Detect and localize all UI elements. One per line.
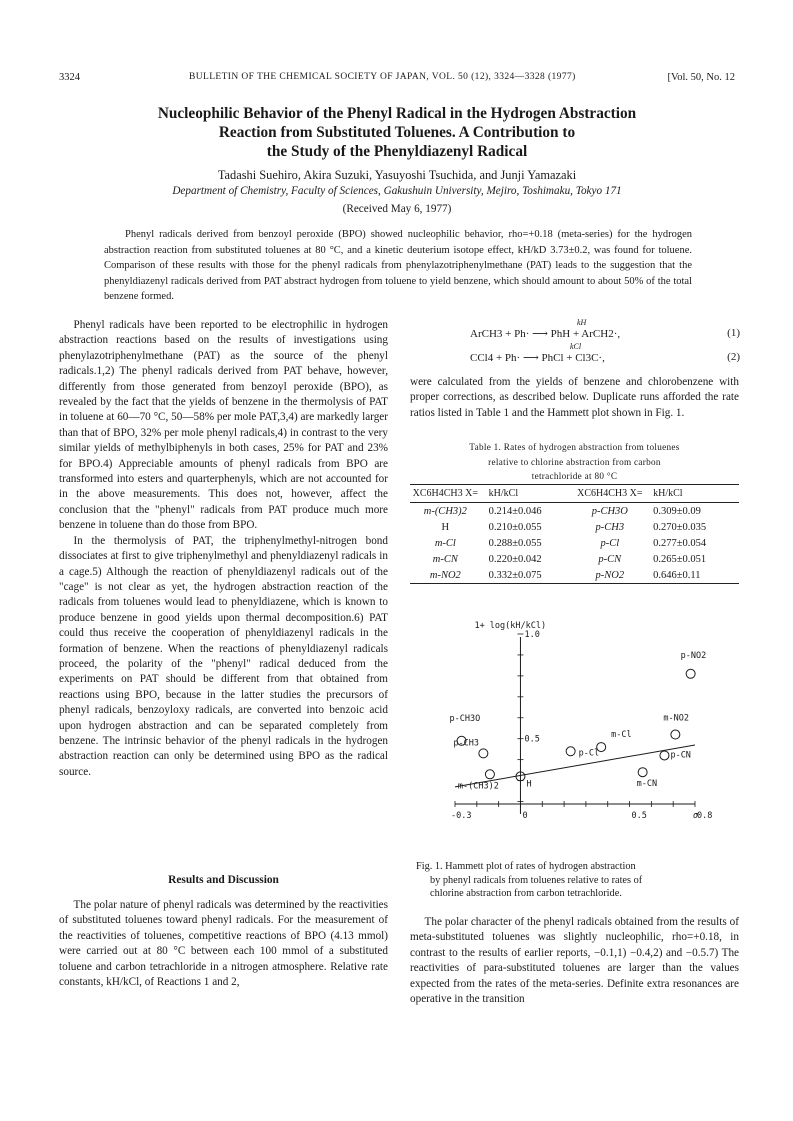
article-title: [60, 104, 734, 161]
data-point: [566, 747, 575, 756]
y-tick-label: 0.5: [524, 734, 540, 745]
table-cell: 0.646±0.11: [645, 567, 739, 584]
table-cell: 0.332±0.075: [481, 567, 575, 584]
point-label: p-Cl: [578, 748, 600, 759]
left-column-body: [59, 318, 388, 780]
table-cell: p-NO2: [574, 567, 645, 584]
table-row: [410, 535, 739, 551]
point-label: m-Cl: [611, 730, 632, 741]
figure-caption-line-3: chlorine abstraction from carbon tetrachloride.: [430, 888, 622, 899]
right-column-discussion: The polar character of the phenyl radicals obtained from the results of meta-substituted toluenes was slightly nucleophilic, rho=+0.18, in contrast to the results of earlier reports, −0.1,1) −0.4,2) and −0.5.7) The reactivities of para-substituted toluenes are larger than the values expected from the rates of the meta-series. Definite extra resonances are operative in the transition: [410, 916, 739, 1006]
figure-caption: [416, 860, 726, 901]
table-cell: m-Cl: [434, 537, 456, 549]
table-caption-line-2: relative to chlorine abstraction from carbon: [488, 456, 661, 467]
point-label: m-(CH3)2: [457, 781, 499, 792]
rates-table: [410, 484, 739, 584]
point-label: p-CN: [670, 750, 691, 761]
title-line-1: Nucleophilic Behavior of the Phenyl Radical in the Hydrogen Abstraction: [157, 105, 637, 122]
table-header-row: [410, 485, 739, 503]
title-line-2: Reaction from Substituted Toluenes. A Contribution to: [218, 124, 576, 141]
affiliation: Department of Chemistry, Faculty of Sciences, Gakushuin University, Mejiro, Toshimaku, Tokyo 171: [172, 185, 622, 197]
table-header-substituent-para: XC6H4CH3 X=: [574, 485, 645, 503]
data-point: [638, 768, 647, 777]
table-cell: 0.270±0.035: [653, 521, 707, 533]
right-column-intro: were calculated from the yields of benzene and chlorobenzene with proper corrections, as described below. Duplicate runs afforded the rate ratios listed in Table 1 and the Hammett plot shown in Fig. 1.: [410, 376, 739, 419]
point-label: p-CH3: [453, 738, 479, 749]
table-cell: p-Cl: [600, 537, 620, 549]
point-label: H: [526, 779, 532, 790]
plot-ticks: [451, 630, 712, 821]
figure-caption-line-1: Fig. 1. Hammett plot of rates of hydrogen abstraction: [416, 861, 636, 872]
volume-label: [Vol. 50, No. 12: [667, 72, 735, 83]
y-axis-label: 1+ log(kH/kCl): [474, 621, 547, 631]
table-cell: 0.214±0.046: [488, 505, 542, 517]
point-label: p-CH3O: [449, 713, 481, 724]
table-row: [410, 519, 739, 535]
x-tick-label: 0: [522, 811, 528, 821]
table-cell: 0.277±0.054: [653, 537, 707, 549]
journal-reference: BULLETIN OF THE CHEMICAL SOCIETY OF JAPAN, VOL. 50 (12), 3324—3328 (1977): [189, 72, 576, 82]
abstract: Phenyl radicals derived from benzoyl peroxide (BPO) showed nucleophilic behavior, rho=+0.18 (meta-series) for the hydrogen abstraction reaction from substituted toluenes at 80 °C, and a kinetic deuterium isotope effect, kH/kD 3.73±0.2, was found for toluene. Comparison of these results with those for the phenyl radicals from phenylazotriphenylmethane (PAT) leads to the suggestion that the phenyldiazenyl radicals derived from PAT abstract hydrogen from toluene to yield benzene, which should amount to about 50% of the total benzene formed.: [104, 229, 692, 302]
equation-2-number: (2): [727, 351, 740, 363]
x-axis-label: σ: [693, 811, 699, 821]
table-header-ratio-para: kH/kCl: [645, 485, 739, 503]
author-list: Tadashi Suehiro, Akira Suzuki, Yasuyoshi Tsuchida, and Junji Yamazaki: [217, 168, 577, 182]
title-line-3: the Study of the Phenyldiazenyl Radical: [266, 143, 528, 160]
table-cell: p-CH3: [595, 521, 625, 533]
equation-2-rate-constant: kCl: [570, 342, 582, 351]
table-cell: m-(CH3)2: [423, 505, 467, 517]
point-label: m-CN: [636, 779, 658, 790]
table-row: [410, 551, 739, 567]
table-cell: H: [441, 521, 450, 533]
running-header: [59, 72, 735, 86]
page-number: 3324: [59, 72, 80, 83]
table-cell: p-CH3O: [591, 505, 628, 517]
point-label: m-NO2: [663, 713, 689, 724]
point-label: p-NO2: [680, 650, 707, 661]
data-point: [479, 749, 488, 758]
hammett-plot: [440, 612, 713, 827]
equation-1-body: ArCH3 + Ph· ⟶ PhH + ArCH2·,: [470, 328, 621, 340]
left-column-results: [59, 898, 388, 990]
table-header-ratio-meta: kH/kCl: [481, 485, 575, 503]
table-caption-line-1: Table 1. Rates of hydrogen abstraction from toluenes: [469, 442, 680, 452]
table-cell: m-CN: [432, 553, 458, 565]
table-caption: [410, 440, 739, 484]
data-point: [671, 730, 680, 739]
x-tick-label: 0.8: [697, 811, 713, 821]
equation-1-rate-constant: kH: [577, 318, 587, 327]
paragraph-thermolysis: In the thermolysis of PAT, the triphenylmethyl-nitrogen bond dissociates at first to give triphenylmethyl and phenyldiazenyl radicals in a cage.5) Although the reaction of phenyldiazenyl radicals out of the "cage" is not clear as yet, the hydrogen abstraction reaction of the radicals from toluenes would lead to phenyldiazene, which is known to produce benzene in good yields upon thermal decomposition.6) PAT could thus receive the cooperation of phenyldiazenyl radicals in the formation of benzene. When the reactions of phenyldiazenyl radicals proceed, the polarity of the "phenyl" radical deduced from the experiments on PAT should be different from that obtained from reactions using BPO, because in the latter studies the precursors of phenyl radicals, benzoyloxy radicals, are converted into benzoic acid upon hydrogen abstraction and can be separated completely from benzene. The intrinsic behavior of the phenyl radicals in the hydrogen abstraction reaction can only be determined using BPO as the radical source.: [59, 534, 388, 778]
data-point: [660, 751, 669, 760]
section-heading: Results and Discussion: [168, 874, 279, 886]
table-cell: 0.220±0.042: [488, 553, 542, 565]
table-row: [410, 567, 739, 584]
equation-2-body: CCl4 + Ph· ⟶ PhCl + Cl3C·,: [470, 352, 605, 364]
x-tick-label: 0.5: [631, 811, 647, 821]
y-tick-label: 1.0: [524, 630, 540, 640]
table-cell: m-NO2: [410, 567, 481, 584]
table-cell: 0.210±0.055: [488, 521, 542, 533]
table-cell: 0.309±0.09: [653, 505, 701, 517]
figure-caption-line-2: by phenyl radicals from toluenes relative to rates of: [430, 874, 643, 886]
table-cell: 0.265±0.051: [653, 553, 707, 565]
table-header-substituent-meta: XC6H4CH3 X=: [410, 485, 481, 503]
plot-points: [457, 669, 695, 781]
table-cell: 0.288±0.055: [488, 537, 542, 549]
table-cell: p-CN: [598, 553, 622, 565]
table-row: [410, 503, 739, 520]
data-point: [686, 669, 695, 678]
table-caption-line-3: tetrachloride at 80 °C: [531, 471, 618, 481]
data-point: [485, 770, 494, 779]
equation-1-number: (1): [727, 327, 740, 339]
equation-2: [470, 344, 740, 372]
paragraph-polar-nature: The polar nature of phenyl radicals was determined by the reactivities of substituted toluenes toward phenyl radicals. For the measurement of the reactivities of toluenes, competitive reactions of BPO (4.13 mmol) were carried out at 80 °C between each 100 mmol of a substituted toluene and carbon tetrachloride in a nitrogen atmosphere. Relative rate constants, kH/kCl, of Reactions 1 and 2,: [59, 899, 388, 989]
received-date: (Received May 6, 1977): [342, 203, 452, 215]
paragraph-intro: Phenyl radicals have been reported to be electrophilic in hydrogen abstraction reactions based on the results of investigations using phenylazotriphenylmethane (PAT) as the source of the phenyl radicals.1,2) The phenyl radicals derived from PAT behave, however, differently from those generated from benzoyl peroxide (BPO), as revealed by the fact that the yields of benzene in the thermolysis of PAT in toluene at 60—70 °C, 50—58% per mole PAT,3,4) are markedly larger than that of BPO, 32% per mole phenyl radicals,4) in contrast to the very similar yields of methylbiphenyls in both cases, 25% for PAT and 23% for BPO.4) Appreciable amounts of phenyl radicals from BPO are transformed into esters and quarterphenyls, which are not accounted for in the above measurements. This does not, however, affect the conclusion that the "phenyl" radicals from PAT produce much more benzene in toluene than do those from BPO.: [59, 319, 388, 532]
x-tick-label: -0.3: [451, 811, 472, 821]
